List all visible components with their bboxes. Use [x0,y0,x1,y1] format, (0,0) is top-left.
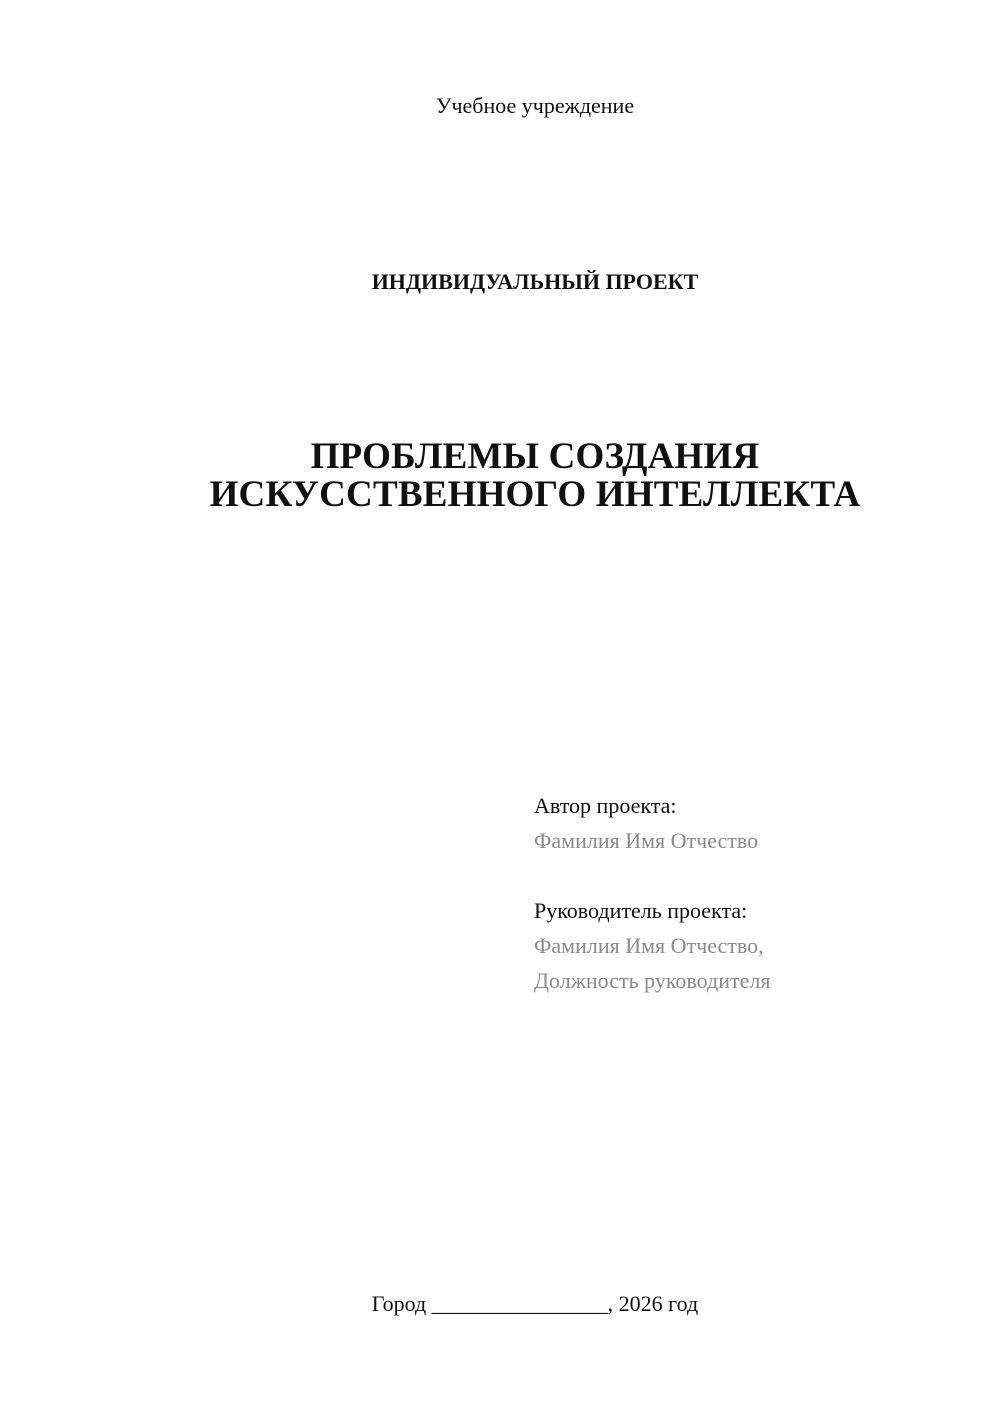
author-label: Автор проекта: [534,793,677,818]
supervisor-position-placeholder: Должность руководителя [534,968,771,993]
author-name-placeholder: Фамилия Имя Отчество [534,828,759,853]
signoff-spacer [534,858,954,893]
project-title-line-1: ПРОБЛЕМЫ СОЗДАНИЯ [310,436,760,477]
supervisor-name-placeholder: Фамилия Имя Отчество, [534,933,764,958]
project-title [0,438,1000,514]
project-title-line-2: ИСКУССТВЕННОГО ИНТЕЛЛЕКТА [209,474,861,515]
institution-name: Учебное учреждение [435,93,635,118]
document-type: ИНДИВИДУАЛЬНЫЙ ПРОЕКТ [371,269,699,294]
signoff-block [534,788,954,998]
supervisor-label: Руководитель проекта: [534,898,748,923]
city-year-line: Город ________________, 2026 год [371,1291,699,1316]
